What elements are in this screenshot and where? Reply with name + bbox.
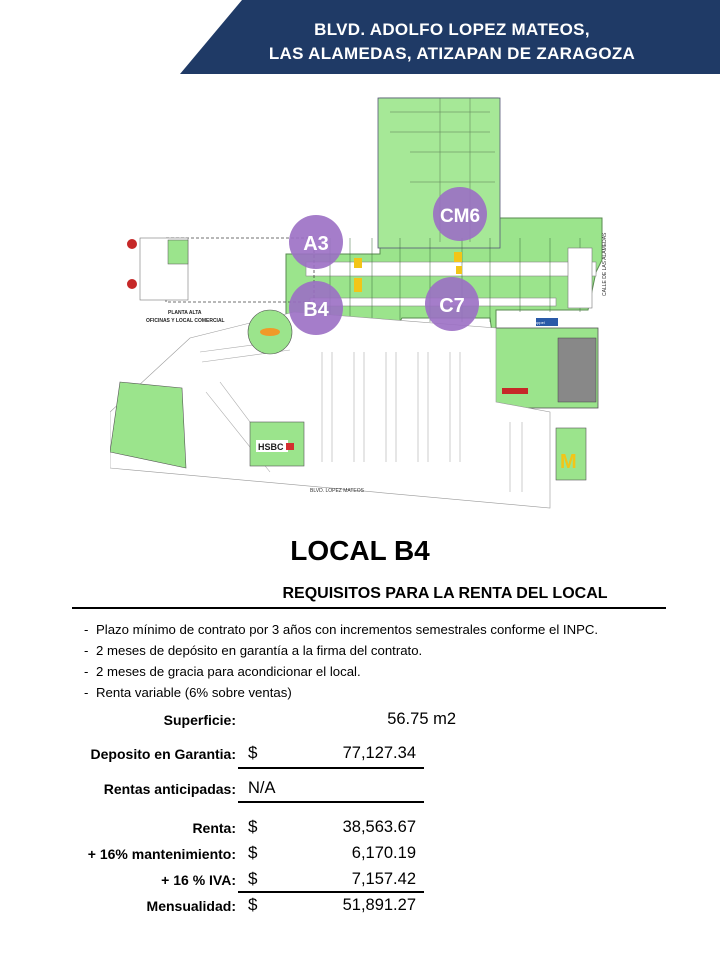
restaurant-logo bbox=[260, 328, 280, 336]
restroom-icon-1 bbox=[127, 239, 137, 249]
superficie-value: 56.75 m2 bbox=[387, 710, 456, 728]
requirement-text: Plazo mínimo de contrato por 3 años con incrementos semestrales conforme el INPC. bbox=[96, 622, 599, 637]
marker-c7 bbox=[425, 277, 479, 331]
requirement-item: - 2 meses de gracia para acondicionar el local. bbox=[84, 664, 361, 679]
requirement-text: 2 meses de depósito en garantía a la firma del contrato. bbox=[96, 643, 423, 658]
plan-note-2: OFICINAS Y LOCAL COMERCIAL bbox=[146, 318, 225, 324]
renta-label: Renta: bbox=[192, 820, 236, 836]
iva-rule bbox=[238, 891, 424, 893]
iva-value: 7,157.42 bbox=[351, 870, 416, 888]
mensualidad-currency: $ bbox=[248, 895, 258, 914]
plan-note-1: PLANTA ALTA bbox=[168, 310, 202, 316]
rentas-rule bbox=[238, 801, 424, 803]
highlight-unit-a3 bbox=[354, 258, 362, 268]
hsbc-logo bbox=[286, 443, 294, 450]
mantenimiento-value: 6,170.19 bbox=[351, 844, 416, 862]
deposito-label: Deposito en Garantia: bbox=[90, 746, 236, 762]
local-title: LOCAL B4 bbox=[290, 535, 430, 566]
iva-label: + 16 % IVA: bbox=[161, 872, 236, 888]
side-parcel bbox=[568, 248, 592, 308]
rentas-value: N/A bbox=[248, 779, 276, 797]
mantenimiento-label: + 16% mantenimiento: bbox=[87, 846, 236, 862]
address-line-1: BLVD. ADOLFO LOPEZ MATEOS, bbox=[314, 20, 590, 39]
marker-cm6-label: CM6 bbox=[439, 206, 481, 227]
street-label-bottom: BLVD. LOPEZ MATEOS bbox=[310, 488, 364, 494]
marker-c7-label: C7 bbox=[439, 295, 465, 317]
iva-currency: $ bbox=[248, 869, 258, 888]
renta-value: 38,563.67 bbox=[342, 818, 416, 836]
restroom-icon-2 bbox=[127, 279, 137, 289]
hsbc-label: HSBC bbox=[258, 442, 284, 452]
header-banner bbox=[180, 0, 720, 74]
mcdonalds-logo: M bbox=[560, 451, 577, 473]
requirement-text: Renta variable (6% sobre ventas) bbox=[96, 685, 292, 700]
address-line-2: LAS ALAMEDAS, ATIZAPAN DE ZARAGOZA bbox=[268, 44, 636, 63]
deposito-rule bbox=[238, 767, 424, 769]
highlight-unit-cm6 bbox=[454, 252, 462, 262]
mensualidad-value: 51,891.27 bbox=[342, 896, 416, 914]
marker-a3 bbox=[289, 215, 343, 269]
renta-currency: $ bbox=[248, 817, 258, 836]
requirement-text: 2 meses de gracia para acondicionar el local. bbox=[96, 664, 361, 679]
requirement-item: - Plazo mínimo de contrato por 3 años con incrementos semestrales conforme el INPC. bbox=[84, 622, 599, 637]
site-plan bbox=[110, 92, 610, 516]
superficie-label: Superficie: bbox=[163, 712, 236, 728]
mantenimiento-currency: $ bbox=[248, 843, 258, 862]
marker-b4 bbox=[289, 281, 343, 335]
upper-floor-green bbox=[168, 240, 188, 264]
requirement-item: - 2 meses de depósito en garantía a la firma del contrato. bbox=[84, 643, 423, 658]
deposito-value: 77,127.34 bbox=[342, 744, 416, 762]
east-building-dark bbox=[558, 338, 596, 402]
store-red-sign bbox=[502, 388, 528, 394]
coppel-label: Coppel bbox=[532, 320, 545, 325]
requirements-heading: REQUISITOS PARA LA RENTA DEL LOCAL bbox=[282, 585, 608, 602]
corridor bbox=[306, 262, 596, 276]
highlight-unit-b4 bbox=[354, 278, 362, 292]
heading-rule bbox=[72, 607, 666, 609]
highlight-unit-c7 bbox=[456, 266, 462, 274]
deposito-currency: $ bbox=[248, 743, 258, 762]
mensualidad-label: Mensualidad: bbox=[146, 898, 236, 914]
street-label-right: CALLE DE LAS ALAMEDAS bbox=[602, 232, 608, 296]
marker-cm6 bbox=[433, 187, 487, 241]
marker-a3-label: A3 bbox=[303, 233, 329, 255]
requirement-item: - Renta variable (6% sobre ventas) bbox=[84, 685, 292, 700]
marker-b4-label: B4 bbox=[303, 299, 329, 321]
rentas-label: Rentas anticipadas: bbox=[103, 781, 236, 797]
requirements-list bbox=[84, 619, 598, 703]
